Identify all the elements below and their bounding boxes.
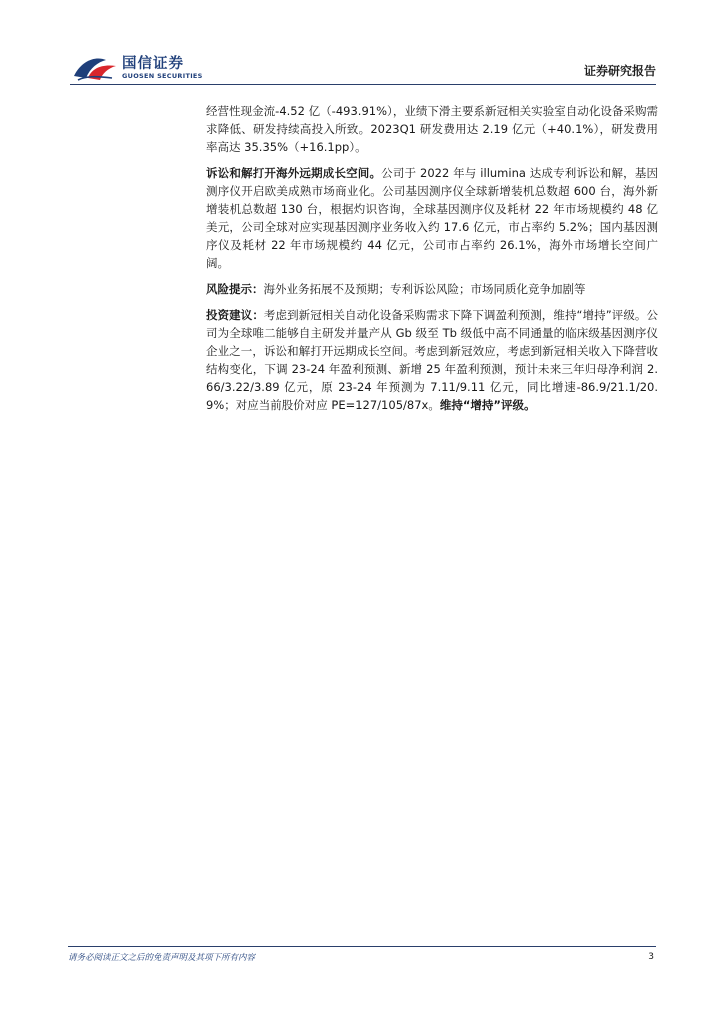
footer-divider: [68, 946, 656, 947]
disclaimer-text: 请务必阅读正文之后的免责声明及其项下所有内容: [68, 953, 256, 963]
paragraph-cashflow: [206, 102, 658, 156]
paragraph-text: 考虑到新冠相关自动化设备采购需求下降下调盈利预测，维持“增持”评级。公司为全球唯二能够自主研发并量产从 Gb 级至 Tb 级低中高不同通量的临床级基因测序仪企业之一，诉讼和解打开远期成长空间。考虑到新冠效应，考虑到新冠相关收入下降营收结构变化，下调 23-24 年盈利预测、新增 25 年盈利预测，预计未来三年归母净利润 2.66/3.22/3.89 亿元，原 23-24 年预测为 7.11/9.11 亿元，同比增速-86.9/21.1/20.9%；对应当前股价对应 PE=127/105/87x。: [206, 308, 659, 412]
paragraph-investment-advice: [206, 306, 658, 414]
guosen-logo-icon: [72, 54, 118, 82]
paragraph-heading: 投资建议：: [206, 308, 264, 322]
brand-name-en: GUOSEN SECURITIES: [122, 72, 203, 80]
paragraph-text: 公司于 2022 年与 illumina 达成专利诉讼和解，基因测序仪开启欧美成熟市场商业化。公司基因测序仪全球新增装机总数超 600 台，海外新增装机总数超 130 台，根据灼识咨询，全球基因测序仪及耗材 22 年市场规模约 48 亿美元，公司全球对应实现基因测序业务收入约 17.6 亿元，市占率约 5.2%；国内基因测序仪及耗材 22 年市场规模约 44 亿元，公司市占率约 26.1%，海外市场增长空间广阔。: [206, 166, 659, 270]
paragraph-text: 经营性现金流-4.52 亿（-493.91%），业绩下滑主要系新冠相关实验室自动化设备采购需求降低、研发持续高投入所致。2023Q1 研发费用达 2.19 亿元（+40.1%），研发费用率高达 35.35%（+16.1pp）。: [206, 104, 658, 154]
paragraph-heading: 风险提示：: [206, 282, 264, 296]
paragraph-text: 海外业务拓展不及预期；专利诉讼风险；市场同质化竞争加剧等: [263, 282, 586, 296]
report-type-label: 证券研究报告: [583, 64, 656, 78]
brand-name-cn: 国信证券: [122, 56, 184, 72]
report-body: [206, 102, 658, 422]
paragraph-tail: 维持“增持”评级。: [439, 398, 536, 412]
page-number: 3: [648, 952, 654, 962]
paragraph-heading: 诉讼和解打开海外远期成长空间。: [206, 166, 382, 180]
paragraph-litigation: [206, 164, 658, 272]
company-logo: [72, 52, 202, 84]
paragraph-risk: [206, 280, 658, 298]
header-divider: [70, 84, 656, 85]
